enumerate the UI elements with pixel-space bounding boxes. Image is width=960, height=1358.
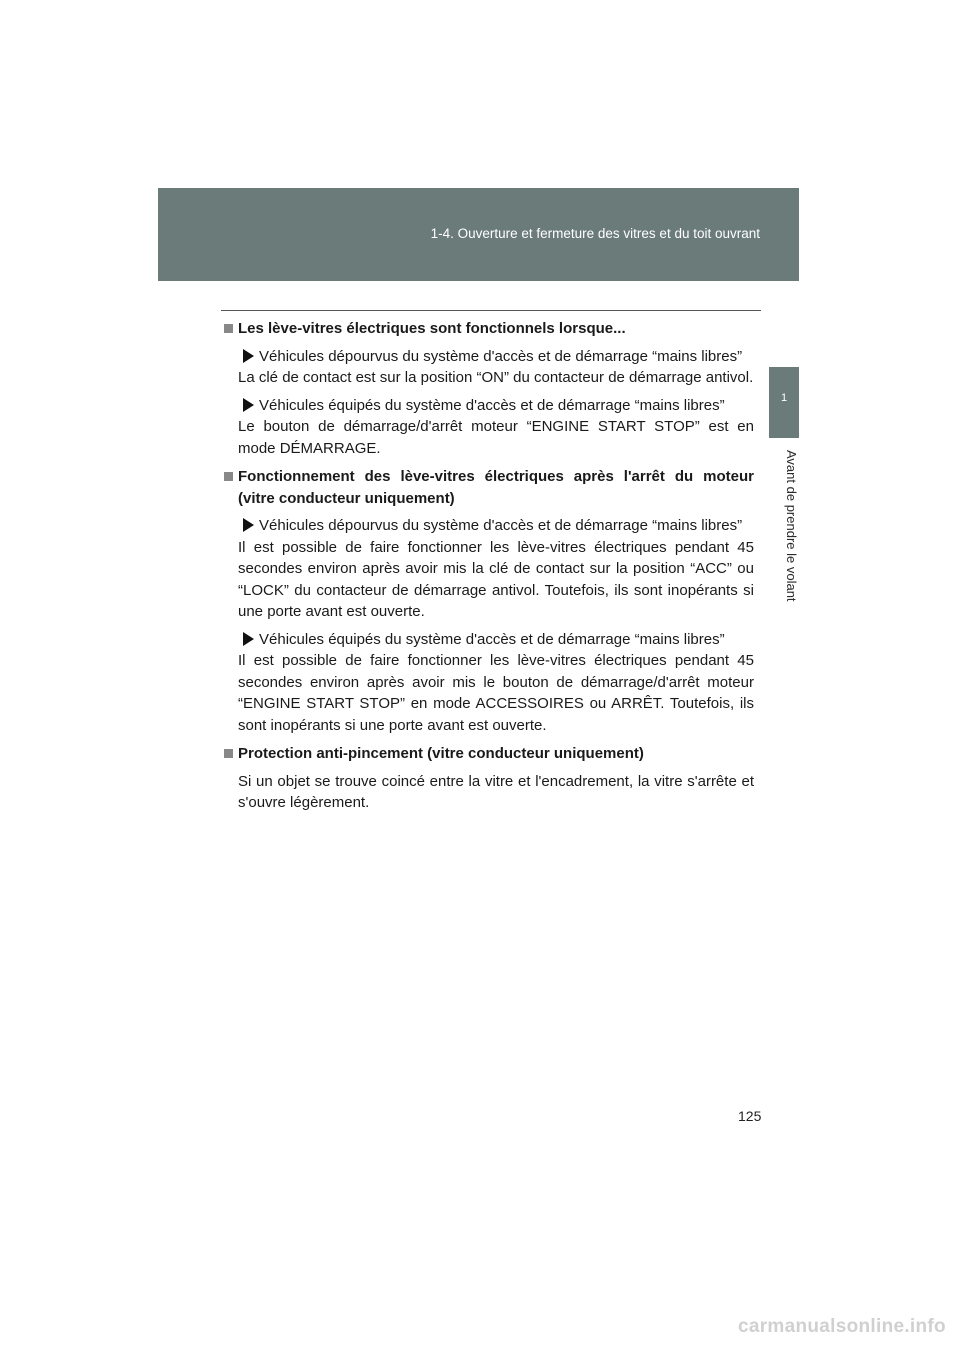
triangle-arrow-icon [243,398,254,412]
section-heading: Protection anti-pincement (vitre conducteur uniquement) [224,743,754,765]
header-rule [221,310,761,311]
triangle-arrow-icon [243,349,254,363]
condition-block [238,395,754,460]
condition-label: Véhicules équipés du système d'accès et de démarrage “mains libres” [238,629,754,651]
condition-block [238,515,754,623]
condition-text: Le bouton de démarrage/d'arrêt moteur “ENGINE START STOP” est en mode DÉMARRAGE. [238,418,754,457]
chapter-tab [769,367,799,438]
section-body [224,346,754,460]
square-bullet-icon [224,749,233,758]
page-content [224,318,754,821]
section-anti-pinch [224,743,754,814]
condition-block [238,629,754,737]
chapter-title: 1-4. Ouverture et fermeture des vitres et du toit ouvrant [430,226,760,241]
section-heading: Les lève-vitres électriques sont fonctionnels lorsque... [224,318,754,340]
chapter-header [158,188,799,281]
chapter-tab-number: 1 [780,392,788,404]
condition-label: Véhicules dépourvus du système d'accès et de démarrage “mains libres” [238,346,754,368]
section-text: Si un objet se trouve coincé entre la vitre et l'encadrement, la vitre s'arrête et s'ouvre légèrement. [238,772,754,811]
section-operational-conditions [224,318,754,459]
square-bullet-icon [224,472,233,481]
section-body [224,515,754,736]
section-after-engine-stop [224,466,754,736]
condition-label: Véhicules dépourvus du système d'accès et de démarrage “mains libres” [238,515,754,537]
condition-text: Il est possible de faire fonctionner les lève-vitres électriques pendant 45 secondes environ après avoir mis le bouton de démarrage/d'arrêt moteur “ENGINE START STOP” en mode ACCESSOIRES ou ARRÊT. Toutefois, ils sont inopérants si une porte avant est ouverte. [238,652,754,734]
triangle-arrow-icon [243,632,254,646]
section-heading: Fonctionnement des lève-vitres électriques après l'arrêt du moteur (vitre conducteur uniquement) [224,466,754,509]
chapter-tab-label: Avant de prendre le volant [784,450,799,602]
triangle-arrow-icon [243,518,254,532]
condition-block [238,346,754,389]
condition-label: Véhicules équipés du système d'accès et de démarrage “mains libres” [238,395,754,417]
section-body [224,771,754,814]
square-bullet-icon [224,324,233,333]
page-number: 125 [738,1108,762,1124]
condition-text: La clé de contact est sur la position “ON” du contacteur de démarrage antivol. [238,369,754,386]
condition-text: Il est possible de faire fonctionner les lève-vitres électriques pendant 45 secondes environ après avoir mis la clé de contact sur la position “ACC” ou “LOCK” du contacteur de démarrage antivol. Toutefois, ils sont inopérants si une porte avant est ouverte. [238,538,754,620]
watermark-logo[interactable]: carmanualsonline.info [738,1316,946,1337]
